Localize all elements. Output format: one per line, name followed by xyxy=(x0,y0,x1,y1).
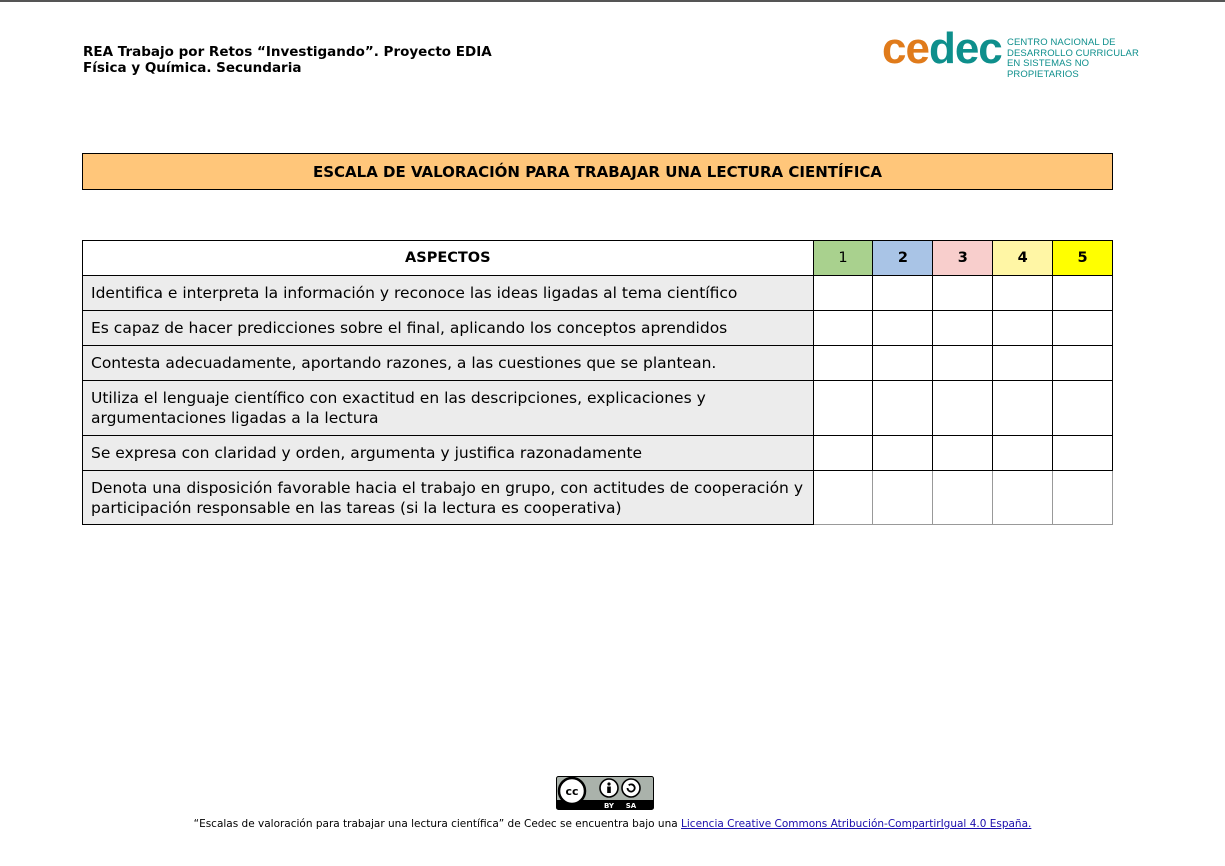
sa-label: SA xyxy=(625,802,637,810)
aspect-line-2: argumentaciones ligadas a la lectura xyxy=(91,409,379,427)
score-cell[interactable] xyxy=(873,276,933,311)
score-cell[interactable] xyxy=(1053,471,1113,525)
score-cell[interactable] xyxy=(933,276,993,311)
score-cell[interactable] xyxy=(993,311,1053,346)
sa-share-alike-icon xyxy=(622,779,640,797)
cedec-logo xyxy=(882,24,1147,80)
score-cell[interactable] xyxy=(873,381,933,436)
aspect-cell: Contesta adecuadamente, aportando razones, a las cuestiones que se plantean. xyxy=(83,346,814,381)
cedec-logo-word: cedec xyxy=(882,24,1002,73)
score-header-1: 1 xyxy=(813,241,873,276)
page-title: ESCALA DE VALORACIÓN PARA TRABAJAR UNA LECTURA CIENTÍFICA xyxy=(82,153,1113,190)
footer-text: “Escalas de valoración para trabajar una lectura científica” de Cedec se encuentra bajo una xyxy=(193,818,682,830)
by-label: BY xyxy=(603,802,615,810)
aspect-line-1: Utiliza el lenguaje científico con exactitud en las descripciones, explicaciones y xyxy=(91,389,706,407)
cedec-logo-subtitle: CENTRO NACIONAL DE DESARROLLO CURRICULAR EN SISTEMAS NO PROPIETARIOS xyxy=(1007,37,1139,80)
score-cell[interactable] xyxy=(933,311,993,346)
aspect-line-2: participación responsable en las tareas (si la lectura es cooperativa) xyxy=(91,498,622,517)
score-header-5: 5 xyxy=(1053,241,1113,276)
score-cell[interactable] xyxy=(813,471,873,525)
aspect-cell xyxy=(83,471,814,525)
score-header-3: 3 xyxy=(933,241,993,276)
score-cell[interactable] xyxy=(1053,346,1113,381)
table-row xyxy=(83,346,1113,381)
by-person-head xyxy=(607,782,610,785)
score-cell[interactable] xyxy=(933,471,993,525)
score-cell[interactable] xyxy=(813,311,873,346)
score-cell[interactable] xyxy=(993,276,1053,311)
rating-scale-table xyxy=(82,240,1113,525)
score-cell[interactable] xyxy=(993,381,1053,436)
by-person-body xyxy=(607,787,611,794)
score-cell[interactable] xyxy=(1053,436,1113,471)
score-cell[interactable] xyxy=(993,436,1053,471)
aspect-cell: Se expresa con claridad y orden, argumenta y justifica razonadamente xyxy=(83,436,814,471)
aspects-header: ASPECTOS xyxy=(83,241,814,276)
score-cell[interactable] xyxy=(873,436,933,471)
score-cell[interactable] xyxy=(873,471,933,525)
score-cell[interactable] xyxy=(813,346,873,381)
cc-icon-text: cc xyxy=(565,785,579,798)
score-header-2: 2 xyxy=(873,241,933,276)
table-row xyxy=(83,436,1113,471)
table-row xyxy=(83,276,1113,311)
score-cell[interactable] xyxy=(933,381,993,436)
top-rule xyxy=(0,0,1225,2)
aspect-cell: Es capaz de hacer predicciones sobre el final, aplicando los conceptos aprendidos xyxy=(83,311,814,346)
score-cell[interactable] xyxy=(813,436,873,471)
aspect-cell xyxy=(83,381,814,436)
score-cell[interactable] xyxy=(933,436,993,471)
document-header xyxy=(83,44,492,76)
table-header-row xyxy=(83,241,1113,276)
header-line-1: REA Trabajo por Retos “Investigando”. Proyecto EDIA xyxy=(83,44,492,60)
license-link[interactable]: Licencia Creative Commons Atribución-CompartirIgual 4.0 España. xyxy=(681,818,1032,830)
score-cell[interactable] xyxy=(993,471,1053,525)
score-cell[interactable] xyxy=(993,346,1053,381)
score-cell[interactable] xyxy=(1053,311,1113,346)
score-cell[interactable] xyxy=(813,381,873,436)
score-header-4: 4 xyxy=(993,241,1053,276)
table-row xyxy=(83,311,1113,346)
cc-by-sa-license-badge[interactable] xyxy=(556,776,654,810)
table-row xyxy=(83,471,1113,525)
score-cell[interactable] xyxy=(873,311,933,346)
aspect-line-1: Denota una disposición favorable hacia el trabajo en grupo, con actitudes de cooperación y xyxy=(91,478,803,497)
aspect-cell: Identifica e interpreta la información y reconoce las ideas ligadas al tema científico xyxy=(83,276,814,311)
header-line-2: Física y Química. Secundaria xyxy=(83,60,302,76)
score-cell[interactable] xyxy=(873,346,933,381)
table-row xyxy=(83,381,1113,436)
score-cell[interactable] xyxy=(1053,276,1113,311)
license-footer xyxy=(0,818,1225,830)
score-cell[interactable] xyxy=(1053,381,1113,436)
score-cell[interactable] xyxy=(933,346,993,381)
score-cell[interactable] xyxy=(813,276,873,311)
